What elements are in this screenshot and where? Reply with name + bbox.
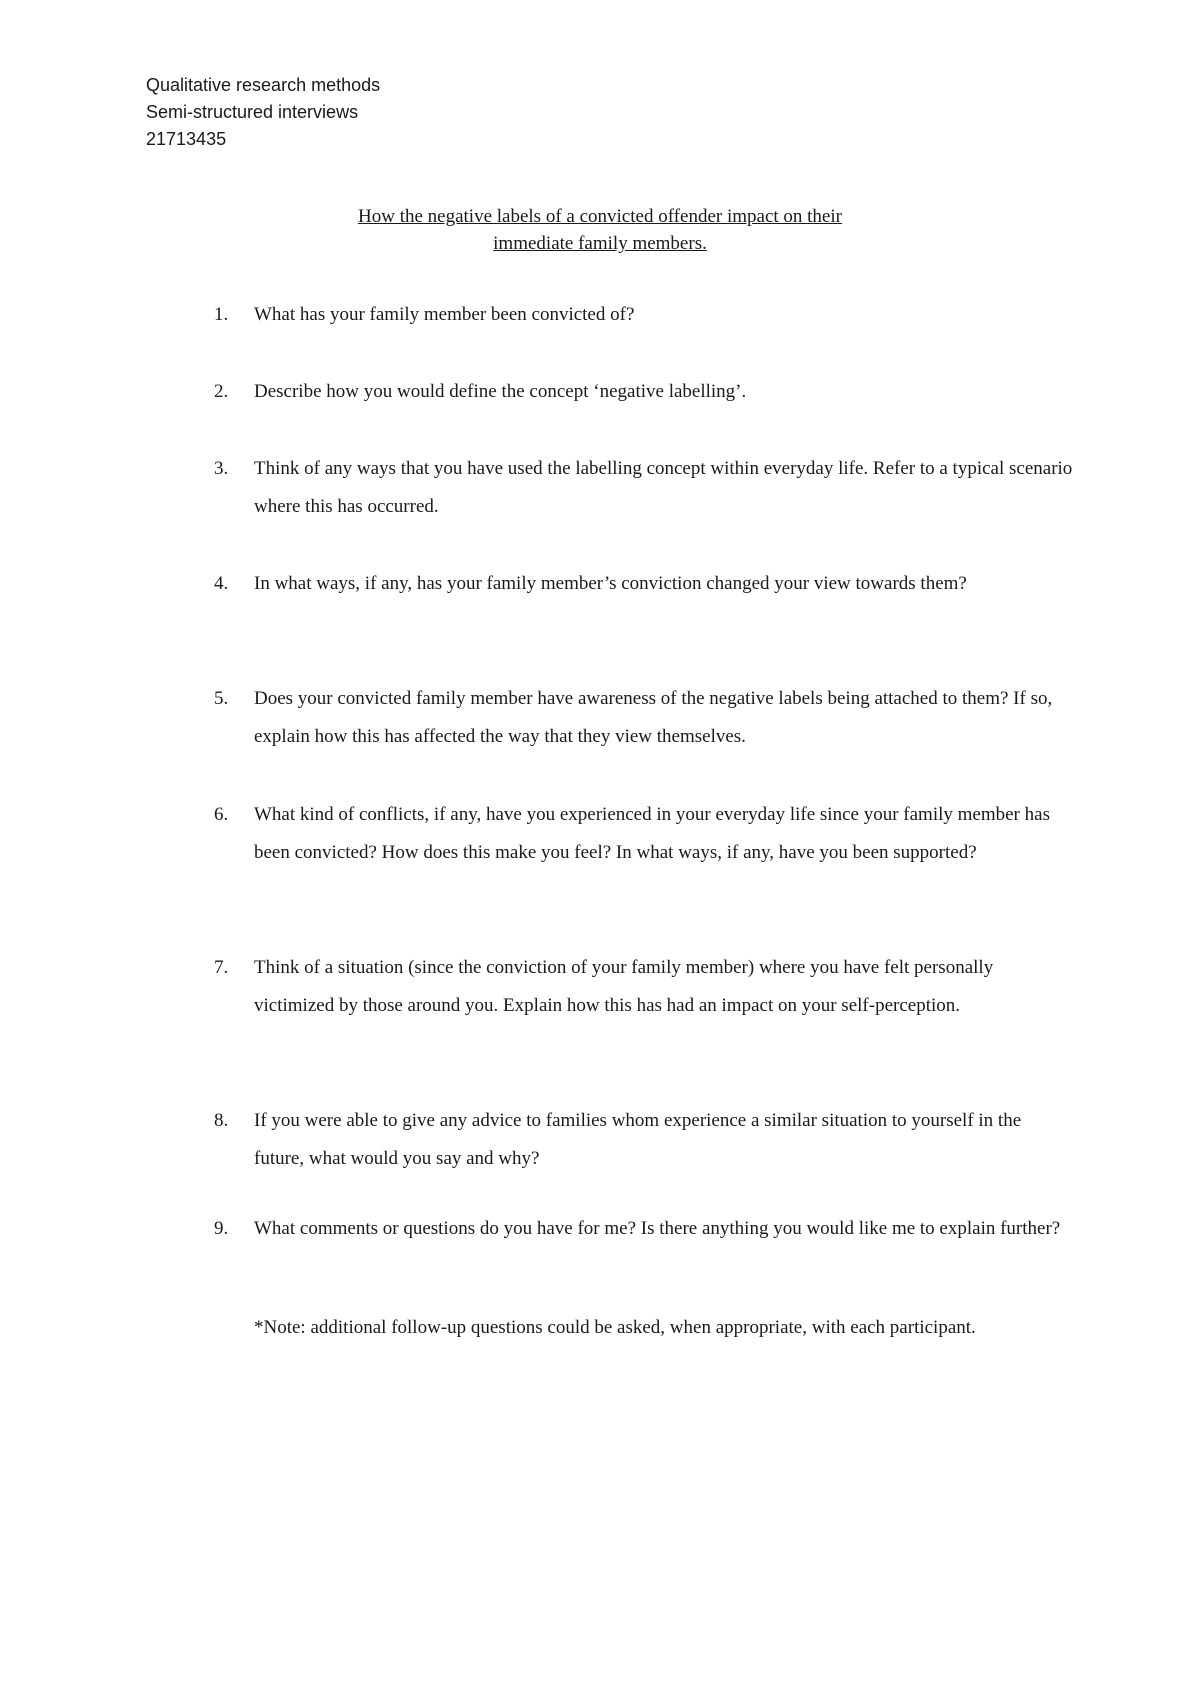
question-text: What has your family member been convicted of? [254,304,635,325]
question-number: 5. [214,688,229,709]
question-number: 1. [214,304,229,325]
student-number: 21713435 [146,129,227,149]
question-1 [214,296,1074,334]
question-number: 8. [214,1110,229,1131]
question-5 [214,680,1074,756]
question-text: What kind of conflicts, if any, have you experienced in your everyday life since your family member has been convicted? How does this make you feel? In what ways, if any, have you been supported? [254,804,1050,863]
title-line-2: immediate family members. [493,233,707,254]
question-number: 6. [214,804,229,825]
question-8 [214,1102,1074,1178]
title-line-1: How the negative labels of a convicted offender impact on their [358,206,842,227]
document-title [0,203,1200,257]
question-number: 2. [214,381,229,402]
question-text: Describe how you would define the concept ‘negative labelling’. [254,381,747,402]
question-text: Does your convicted family member have awareness of the negative labels being attached to them? If so, explain how this has affected the way that they view themselves. [254,688,1053,747]
question-text: If you were able to give any advice to families whom experience a similar situation to yourself in the future, what would you say and why? [254,1110,1022,1169]
question-number: 3. [214,458,229,479]
document-header [146,72,380,153]
question-9 [214,1210,1074,1248]
question-number: 9. [214,1218,229,1239]
follow-up-note: *Note: additional follow-up questions could be asked, when appropriate, with each participant. [254,1317,976,1338]
question-6 [214,796,1074,872]
question-number: 4. [214,573,229,594]
question-text: What comments or questions do you have for me? Is there anything you would like me to explain further? [254,1218,1061,1239]
course-title: Qualitative research methods [146,75,381,95]
question-2 [214,373,1074,411]
question-7 [214,949,1074,1025]
question-3 [214,450,1074,526]
question-4 [214,565,1074,603]
question-number: 7. [214,957,229,978]
question-text: In what ways, if any, has your family member’s conviction changed your view towards them? [254,573,967,594]
question-text: Think of any ways that you have used the labelling concept within everyday life. Refer to a typical scenario where this has occurred. [254,458,1073,517]
question-text: Think of a situation (since the conviction of your family member) where you have felt personally victimized by those around you. Explain how this has had an impact on your self-perception. [254,957,994,1016]
assignment-type: Semi-structured interviews [146,102,359,122]
